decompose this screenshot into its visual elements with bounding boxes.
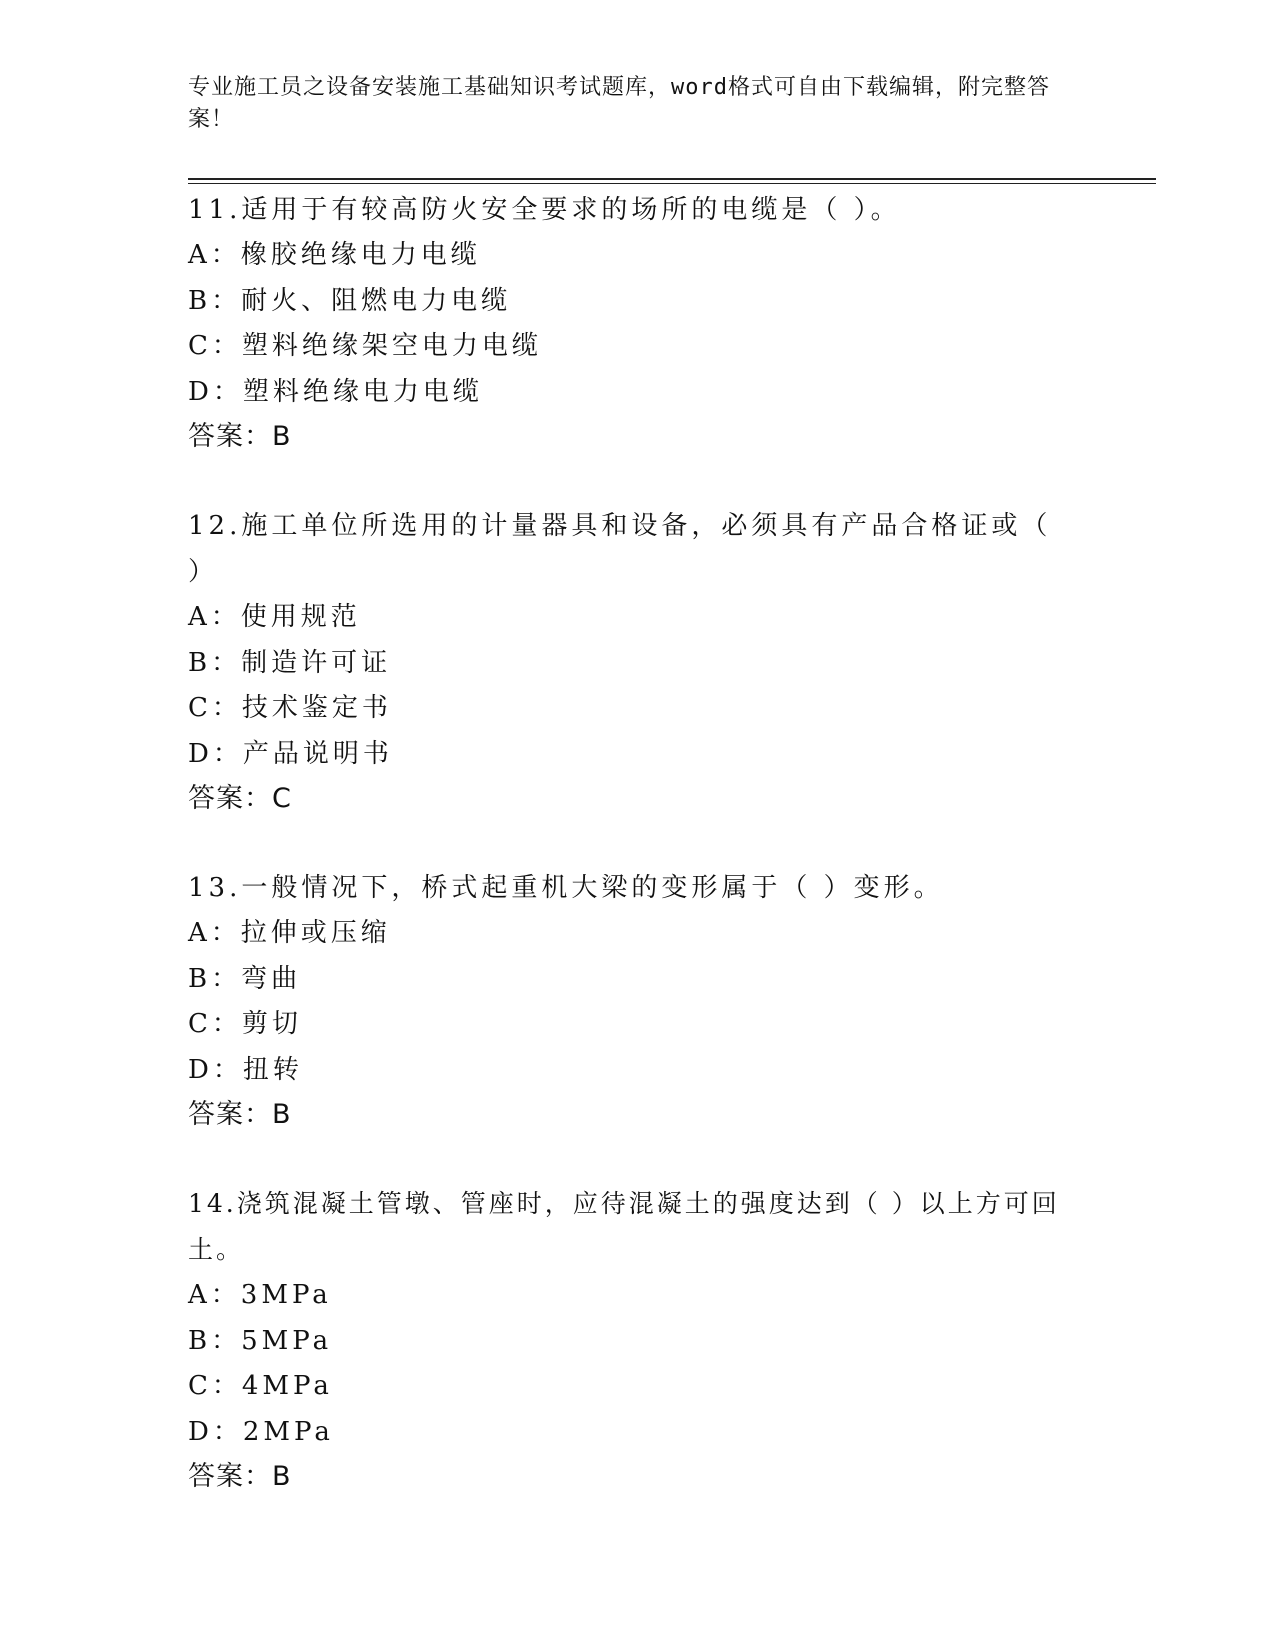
answer-line: 答案：C bbox=[188, 783, 292, 814]
option-c: C：剪切 bbox=[188, 1009, 302, 1039]
option-d: D：塑料绝缘电力电缆 bbox=[188, 376, 483, 407]
question-12 bbox=[188, 503, 1068, 821]
question-list bbox=[188, 187, 1068, 1543]
option-b: B：耐火、阻燃电力电缆 bbox=[188, 285, 512, 316]
answer-line: 答案：B bbox=[188, 1461, 292, 1492]
option-a: A：使用规范 bbox=[188, 602, 361, 632]
option-d: D：2MPa bbox=[188, 1416, 334, 1447]
question-14 bbox=[188, 1181, 1068, 1499]
option-d: D：扭转 bbox=[188, 1054, 303, 1085]
option-a: A：3MPa bbox=[188, 1280, 332, 1310]
option-b: B：弯曲 bbox=[188, 963, 302, 994]
question-text: 11.适用于有较高防火安全要求的场所的电缆是（ ）。 bbox=[188, 195, 901, 225]
option-c: C：塑料绝缘架空电力电缆 bbox=[188, 331, 542, 361]
header-divider-thick bbox=[188, 178, 1156, 180]
option-d: D：产品说明书 bbox=[188, 738, 393, 769]
option-c: C：4MPa bbox=[188, 1371, 333, 1401]
answer-line: 答案：B bbox=[188, 1099, 292, 1130]
question-text: 14.浇筑混凝土管墩、管座时，应待混凝土的强度达到（ ）以上方可回土。 bbox=[188, 1189, 1060, 1264]
option-b: B：制造许可证 bbox=[188, 647, 392, 678]
header-divider-thin bbox=[188, 183, 1156, 184]
question-11 bbox=[188, 187, 1068, 459]
answer-line: 答案：B bbox=[188, 421, 292, 452]
document-header: 专业施工员之设备安装施工基础知识考试题库，word格式可自由下载编辑，附完整答案！ bbox=[188, 75, 1050, 132]
option-c: C：技术鉴定书 bbox=[188, 693, 392, 723]
option-a: A：拉伸或压缩 bbox=[188, 918, 391, 948]
question-text: 13.一般情况下，桥式起重机大梁的变形属于（ ）变形。 bbox=[188, 873, 944, 903]
option-b: B：5MPa bbox=[188, 1325, 333, 1356]
question-13 bbox=[188, 865, 1068, 1137]
option-a: A：橡胶绝缘电力电缆 bbox=[188, 240, 481, 270]
question-text: 12.施工单位所选用的计量器具和设备，必须具有产品合格证或（ ） bbox=[188, 511, 1052, 587]
